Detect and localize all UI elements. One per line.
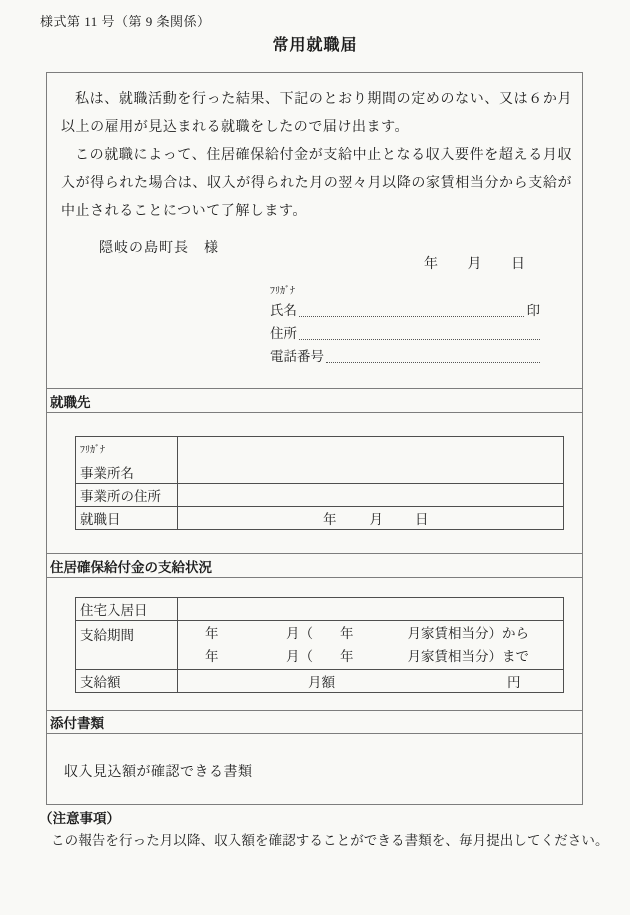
table-row-office-name xyxy=(76,437,563,484)
period-from-line: 年 月（ 年 月家賃相当分）から xyxy=(205,626,529,641)
table-row-move-in-date xyxy=(76,598,563,621)
seal-label: 印 xyxy=(526,303,540,318)
table-row-office-address xyxy=(76,484,563,507)
applicant-address-row xyxy=(270,320,540,342)
section-heading-benefit xyxy=(46,553,583,578)
notes-heading: （注意事項） xyxy=(39,811,120,826)
date-month-label: 月 xyxy=(467,257,482,272)
section-heading-benefit-label: 住居確保給付金の支給状況 xyxy=(50,559,212,575)
start-date-day-label: 日 xyxy=(415,512,429,527)
name-label: 氏名 xyxy=(270,303,297,318)
amount-monthly-label: 月額 xyxy=(308,675,335,690)
office-name-value-cell xyxy=(178,437,563,483)
office-name-label-cell xyxy=(76,437,178,483)
benefit-table xyxy=(75,597,564,693)
period-to-line: 年 月（ 年 月家賃相当分）まで xyxy=(205,649,529,664)
amount-label-cell: 支給額 xyxy=(76,669,178,693)
section-heading-attachments-label: 添付書類 xyxy=(50,716,104,731)
attachment-item: 収入見込額が確認できる書類 xyxy=(64,765,253,780)
employment-table xyxy=(75,436,564,530)
addressee: 隠岐の島町長 様 xyxy=(99,241,219,256)
date-day-label: 日 xyxy=(511,257,525,272)
notes-text: この報告を行った月以降、収入額を確認することができる書類を、毎月提出してください。 xyxy=(51,833,609,848)
start-date-month-label: 月 xyxy=(369,512,383,527)
address-fill-line xyxy=(299,339,540,340)
section-heading-employment-label: 就職先 xyxy=(50,394,91,410)
phone-label: 電話番号 xyxy=(270,349,324,364)
start-date-label-cell: 就職日 xyxy=(76,506,178,530)
date-line xyxy=(424,253,525,273)
name-fill-line xyxy=(299,316,524,317)
amount-value-cell xyxy=(178,671,563,691)
address-label: 住所 xyxy=(270,326,297,341)
declaration-paragraph-2: この就職によって、住居確保給付金が支給中止となる収入要件を超える月収入が得られた場合は、収入が得られた月の翌々月以降の家賃相当分から支給が中止されることについて了解します。 xyxy=(61,148,572,219)
applicant-name-row xyxy=(270,297,540,319)
amount-unit-label: 円 xyxy=(507,675,521,690)
section-heading-employment xyxy=(46,388,583,413)
move-in-label-cell: 住宅入居日 xyxy=(76,597,178,621)
applicant-phone-row xyxy=(270,343,540,365)
applicant-furigana-label: ﾌﾘｶﾞﾅ xyxy=(270,286,295,297)
document-title: 常用就職届 xyxy=(272,37,358,54)
period-value-cell xyxy=(178,621,563,669)
declaration-body xyxy=(61,86,572,226)
table-row-payment-amount xyxy=(76,670,563,692)
date-year-label: 年 xyxy=(424,257,438,272)
start-date-value-cell xyxy=(178,508,563,528)
form-number: 様式第 11 号（第 9 条関係） xyxy=(40,14,211,29)
declaration-paragraph-1: 私は、就職活動を行った結果、下記のとおり期間の定めのない、又は６か月以上の雇用が見込まれる就職をしたので届け出ます。 xyxy=(61,92,572,135)
table-row-payment-period xyxy=(76,621,563,670)
office-furigana-label: ﾌﾘｶﾞﾅ xyxy=(80,445,105,456)
office-name-label: 事業所名 xyxy=(80,466,134,481)
phone-fill-line xyxy=(326,362,540,363)
office-address-label-cell: 事業所の住所 xyxy=(76,483,178,507)
section-heading-attachments xyxy=(46,710,583,734)
table-row-start-date xyxy=(76,507,563,529)
period-label-cell: 支給期間 xyxy=(76,621,178,669)
start-date-year-label: 年 xyxy=(323,512,337,527)
